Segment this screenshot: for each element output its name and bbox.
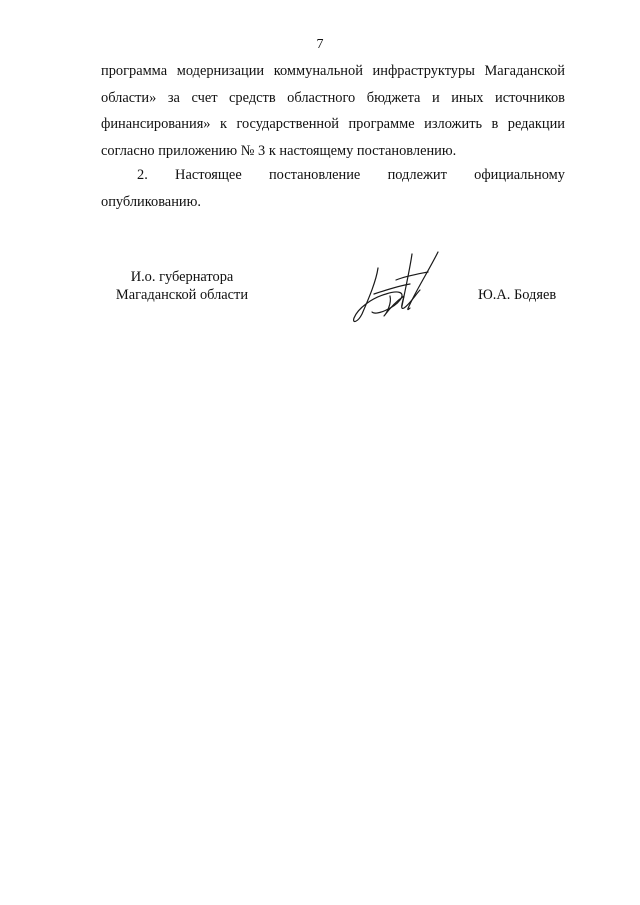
word: изложить	[424, 116, 483, 132]
word: официальному	[474, 167, 565, 183]
word: программа	[101, 63, 168, 79]
word: государственной	[236, 116, 340, 132]
word: областного	[287, 89, 356, 106]
word: Магаданской	[484, 63, 565, 79]
paragraph-2-line-2: опубликованию.	[101, 193, 201, 210]
word: к	[219, 116, 227, 132]
word: подлежит	[387, 167, 447, 183]
paragraph-2-line-1	[101, 162, 565, 189]
page-number: 7	[316, 37, 324, 52]
word: источников	[495, 89, 565, 106]
paragraph-1-line-2	[101, 85, 565, 112]
word: иных	[451, 89, 484, 106]
word: инфраструктуры	[372, 63, 475, 79]
word: программе	[348, 116, 415, 132]
word: и	[431, 89, 440, 106]
signer-name: Ю.А. Бодяев	[478, 287, 557, 303]
word: области»	[101, 89, 157, 106]
paragraph-2	[101, 162, 565, 215]
handwritten-signature	[346, 250, 446, 330]
signature-block	[0, 268, 640, 328]
paragraph-1-line-4: согласно приложению № 3 к настоящему постановлению.	[101, 142, 457, 159]
signer-title-line-1: И.о. губернатора	[130, 269, 234, 285]
signer-title-line-2: Магаданской области	[115, 287, 249, 303]
word: финансирования»	[101, 116, 211, 132]
word: редакции	[507, 116, 565, 132]
word: постановление	[268, 167, 361, 183]
word: средств	[229, 89, 276, 106]
signer-title	[102, 268, 262, 304]
word: за	[167, 89, 180, 106]
item-number: 2.	[137, 167, 148, 183]
paragraph-1-line-3	[101, 111, 565, 138]
word: бюджета	[366, 89, 421, 106]
word: в	[491, 116, 499, 132]
word: коммунальной	[273, 63, 363, 79]
word: Настоящее	[175, 167, 242, 183]
paragraph-1-line-1	[101, 58, 565, 85]
word: счет	[191, 89, 218, 106]
word: модернизации	[176, 63, 265, 79]
paragraph-1	[101, 58, 565, 164]
